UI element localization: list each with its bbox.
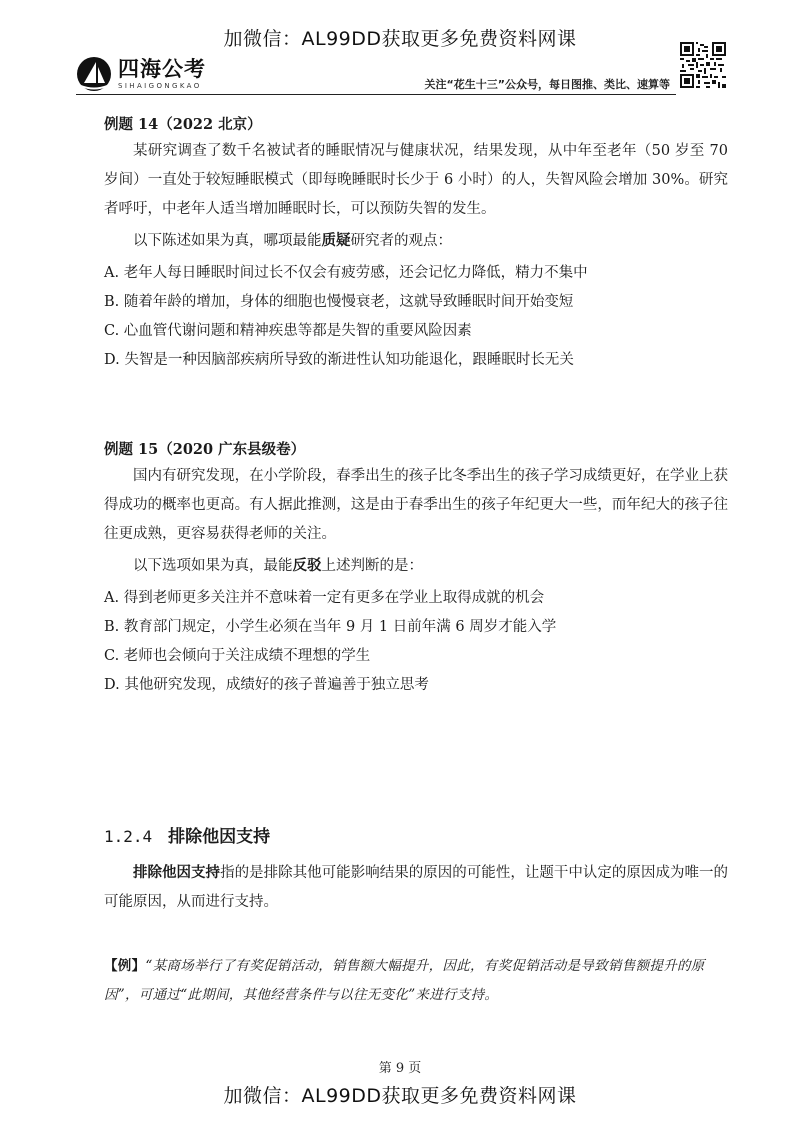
question-14-option-c: C. 心血管代谢问题和精神疾患等都是失智的重要风险因素	[104, 323, 472, 339]
question-15-option-a: A. 得到老师更多关注并不意味着一定有更多在学业上取得成就的机会	[104, 590, 545, 606]
question-15-option-d: D. 其他研究发现，成绩好的孩子普遍善于独立思考	[104, 677, 429, 693]
question-15-option-b: B. 教育部门规定，小学生必须在当年 9 月 1 日前年满 6 周岁才能入学	[104, 619, 557, 635]
section-definition: 排除他因支持指的是排除其他可能影响结果的原因的可能性，让题干中认定的原因成为唯一的可能原因，从而进行支持。	[104, 864, 728, 910]
qr-code-icon	[680, 42, 726, 88]
section-heading	[104, 822, 728, 847]
question-14-prompt: 以下陈述如果为真，哪项最能质疑研究者的观点：	[133, 232, 452, 249]
section-title: 排除他因支持	[168, 827, 271, 847]
page-number: 第 9 页	[378, 1061, 422, 1076]
question-14-title: 例题 14（2022 北京）	[104, 116, 262, 133]
sail-logo-icon	[76, 56, 112, 92]
question-14-keyword: 质疑	[321, 232, 351, 249]
section-example: 【例】“某商场举行了有奖促销活动，销售额大幅提升，因此，有奖促销活动是导致销售额提升的原因”，可通过“此期间，其他经营条件与以往无变化”来进行支持。	[104, 958, 705, 1003]
question-15-keyword: 反驳	[292, 557, 322, 574]
question-14-option-d: D. 失智是一种因脑部疾病所导致的渐进性认知功能退化，跟睡眠时长无关	[104, 352, 574, 368]
example-tag: 【例】	[104, 958, 146, 974]
header-note: 关注“花生十三”公众号，每日图推、类比、速算等	[424, 78, 670, 91]
definition-keyword: 排除他因支持	[133, 864, 221, 881]
question-14-option-a: A. 老年人每日睡眠时间过长不仅会有疲劳感，还会记忆力降低，精力不集中	[104, 265, 588, 281]
logo-chinese-name: 四海公考	[118, 56, 206, 81]
section-number: 1.2.4	[104, 827, 153, 846]
logo-english-name: SIHAIGONGKAO	[118, 81, 202, 90]
brand-logo	[76, 56, 206, 92]
promo-banner-bottom: 加微信：AL99DD获取更多免费资料网课	[223, 1085, 577, 1107]
promo-banner-top: 加微信：AL99DD获取更多免费资料网课	[223, 28, 577, 50]
question-15-title: 例题 15（2020 广东县级卷）	[104, 441, 306, 458]
question-15-prompt: 以下选项如果为真，最能反驳上述判断的是：	[133, 557, 423, 574]
question-14-option-b: B. 随着年龄的增加，身体的细胞也慢慢衰老，这就导致睡眠时间开始变短	[104, 294, 574, 310]
question-14-stem: 某研究调查了数千名被试者的睡眠情况与健康状况，结果发现，从中年至老年（50 岁至 70 岁间）一直处于较短睡眠模式（即每晚睡眠时长少于 6 小时）的人，失智风险会增加 30%。研究者呼吁，中老年人适当增加睡眠时长，可以预防失智的发生。	[104, 143, 728, 217]
question-15-stem: 国内有研究发现，在小学阶段，春季出生的孩子比冬季出生的孩子学习成绩更好，在学业上获得成功的概率也更高。有人据此推测，这是由于春季出生的孩子年纪更大一些，而年纪大的孩子往往更成熟，更容易获得老师的关注。	[104, 468, 728, 542]
question-15-option-c: C. 老师也会倾向于关注成绩不理想的学生	[104, 648, 371, 664]
header-divider	[76, 94, 676, 95]
